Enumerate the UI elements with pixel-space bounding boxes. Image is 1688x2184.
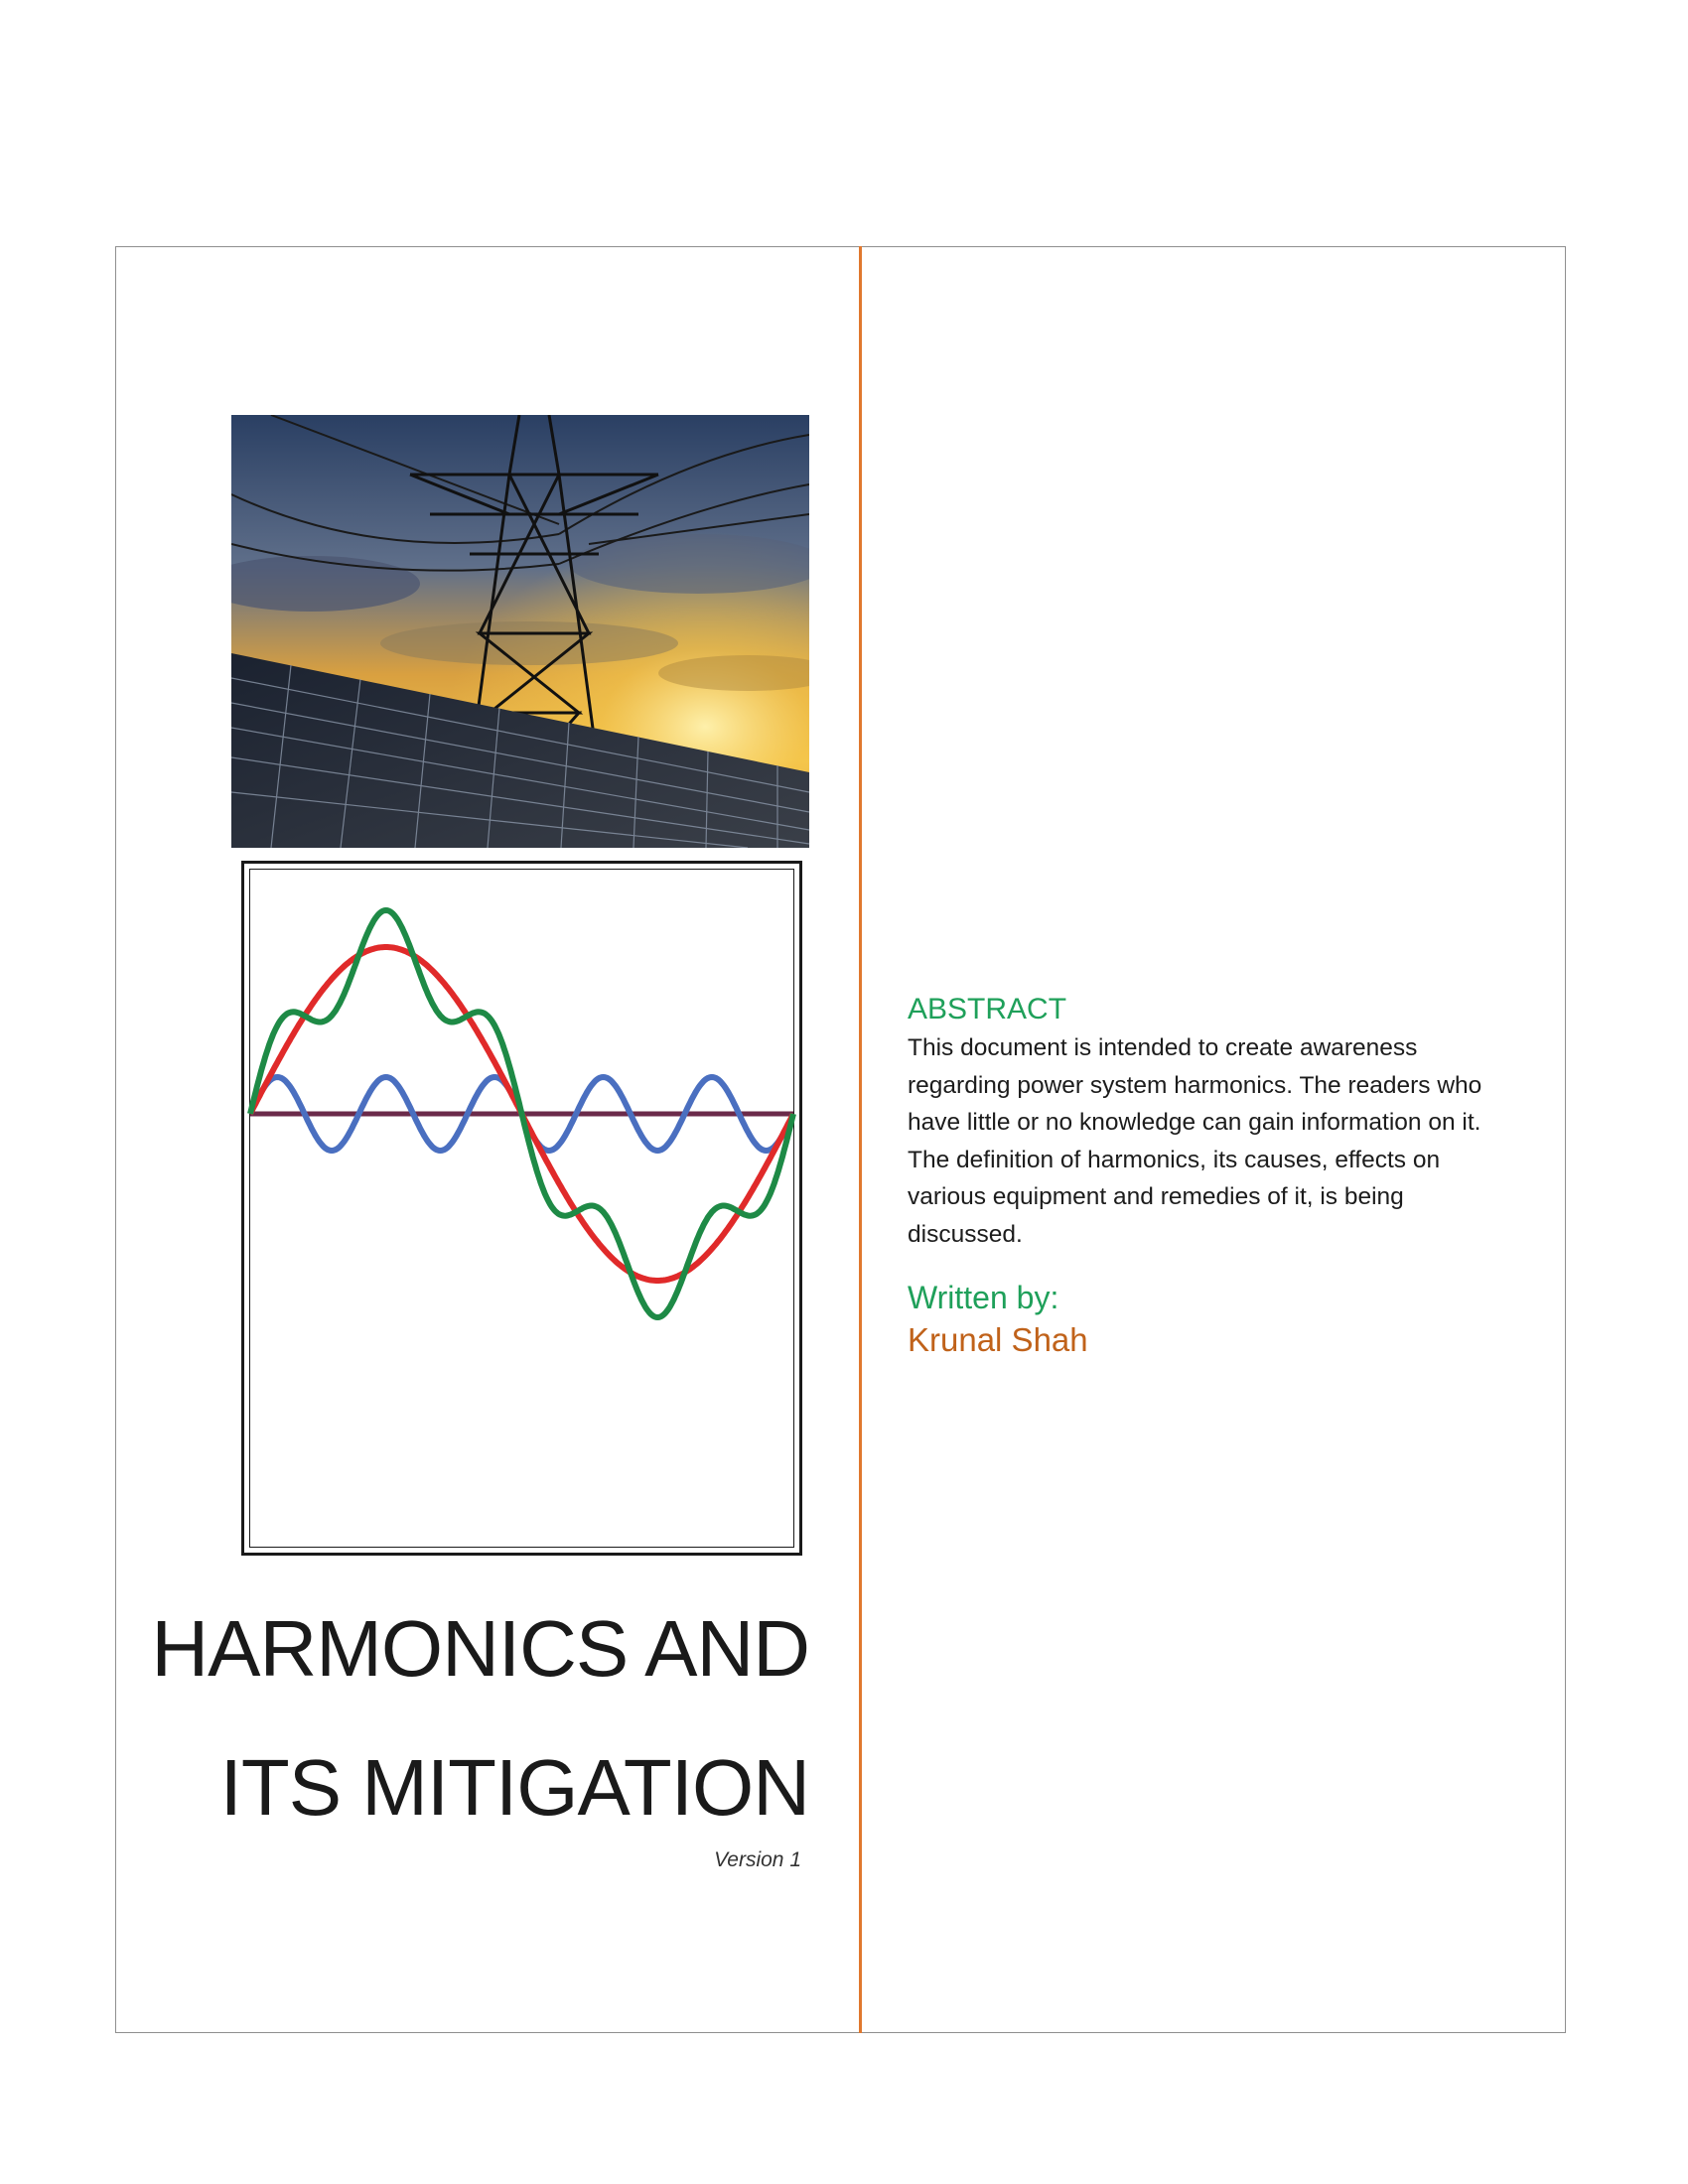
- document-title-line-2: ITS MITIGATION: [219, 1743, 809, 1832]
- document-title-line-1: HARMONICS AND: [151, 1604, 809, 1693]
- transmission-tower-image: [231, 415, 809, 848]
- abstract-heading: ABSTRACT: [908, 993, 1067, 1025]
- written-by-label: Written by:: [908, 1280, 1059, 1315]
- abstract-body: This document is intended to create awareness regarding power system harmonics. The readers who have little or no knowledge can gain information on it. The definition of harmonics, its causes, effects on various equipment and remedies of it, is being discussed.: [908, 1034, 1482, 1248]
- cover-photo: [231, 415, 809, 848]
- waveform-figure: [241, 861, 802, 1556]
- harmonic-waveform-chart: [244, 864, 799, 1553]
- version-label: Version 1: [714, 1848, 801, 1871]
- column-divider: [859, 246, 862, 2033]
- author-name: Krunal Shah: [908, 1321, 1088, 1358]
